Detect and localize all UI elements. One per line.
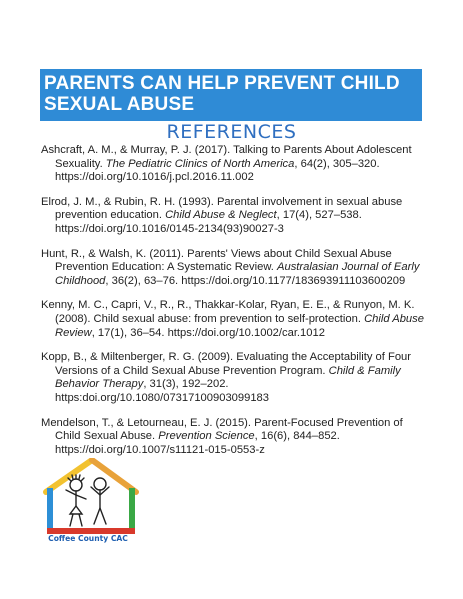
reference-journal: Child & Family Behavior Therapy — [55, 364, 401, 391]
reference-details: , 16(6), 844–852. https://doi.org/10.1007/s11121-015-0553-z — [55, 430, 340, 456]
references-list — [41, 144, 431, 468]
references-heading: REFERENCES — [166, 121, 297, 143]
reference-item — [41, 196, 431, 237]
reference-details: , 31(3), 192–202. https:doi.org/10.1080/07317100903099183 — [55, 378, 269, 404]
reference-item — [41, 299, 431, 340]
reference-item — [41, 144, 431, 185]
reference-details: , 17(1), 36–54. https://doi.org/10.1002/car.1012 — [91, 326, 325, 339]
reference-item — [41, 351, 431, 405]
reference-journal: Prevention Science — [158, 430, 255, 443]
reference-item — [41, 248, 431, 289]
reference-authors: Hunt, R., & Walsh, K. (2011). Parents' Views about Child Sexual Abuse Prevention Education: A Systematic Review. — [41, 247, 392, 274]
reference-journal: Child Abuse & Neglect — [165, 209, 277, 222]
reference-item — [41, 417, 431, 458]
reference-details: , 36(2), 63–76. https://doi.org/10.1177/183693911103600209 — [105, 274, 406, 287]
reference-details: , 17(4), 527–538. https://doi.org/10.1016/0145-2134(93)90027-3 — [55, 209, 362, 235]
title-banner — [40, 69, 422, 121]
reference-authors: Mendelson, T., & Letourneau, E. J. (2015). Parent-Focused Prevention of Child Sexual Abuse. — [41, 416, 403, 443]
reference-authors: Ashcraft, A. M., & Murray, P. J. (2017). Talking to Parents About Adolescent Sexuality. — [41, 144, 412, 170]
logo-caption: Coffee County CAC — [48, 534, 128, 543]
reference-journal: The Pediatric Clinics of North America — [105, 157, 295, 170]
reference-journal: Child Abuse Review — [55, 312, 424, 339]
reference-journal: Australasian Journal of Early Childhood — [55, 261, 420, 287]
reference-authors: Kopp, B., & Miltenberger, R. G. (2009). Evaluating the Acceptability of Four Versions of a Child Sexual Abuse Prevention Program. — [41, 351, 412, 377]
reference-authors: Elrod, J. M., & Rubin, R. H. (1993). Parental involvement in sexual abuse prevention education. — [41, 195, 403, 222]
page-title: PARENTS CAN HELP PREVENT CHILD SEXUAL ABUSE — [44, 73, 400, 115]
reference-details: , 64(2), 305–320. https://doi.org/10.1016/j.pcl.2016.11.002 — [55, 157, 380, 184]
reference-authors: Kenny, M. C., Capri, V., R., R., Thakkar-Kolar, Ryan, E. E., & Runyon, M. K. (2008). Child sexual abuse: from prevention to self-protection. — [41, 299, 415, 325]
